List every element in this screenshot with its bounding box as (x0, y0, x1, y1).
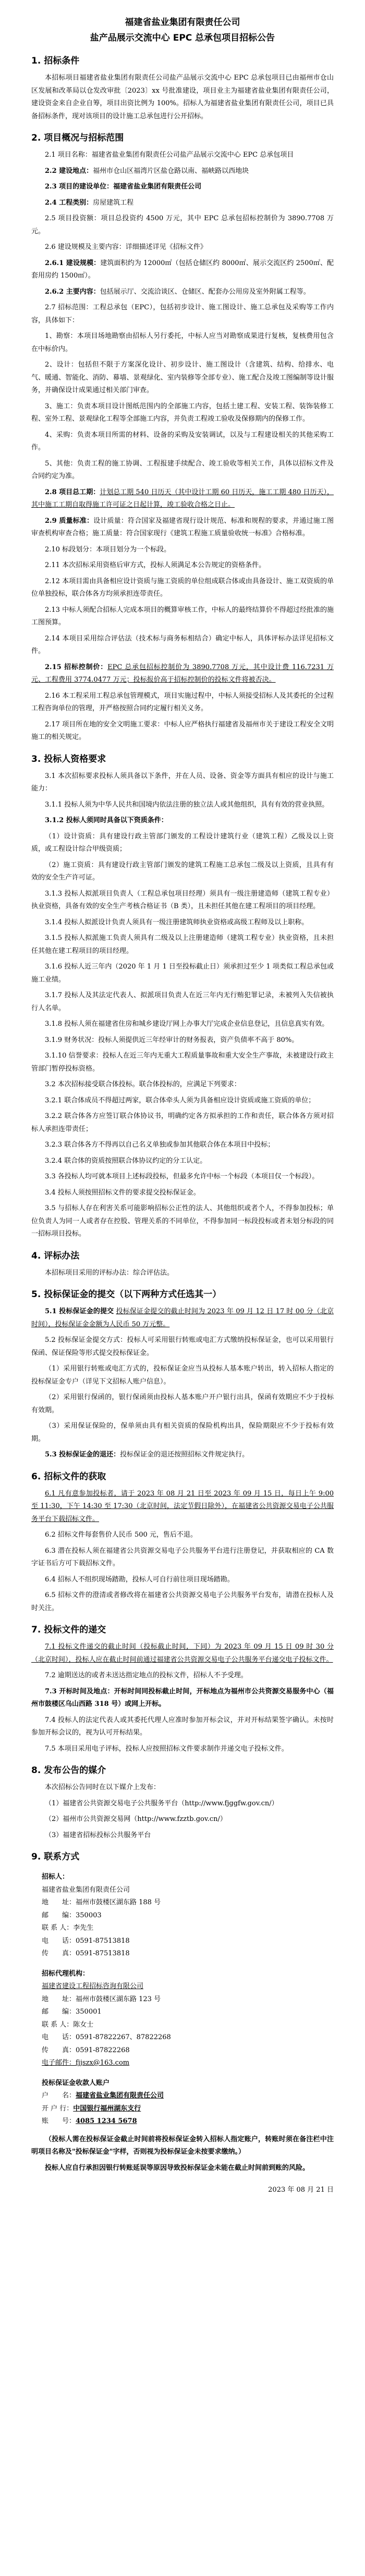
tenderer-zip: 邮 编：350003 (42, 1911, 102, 1919)
media-item[interactable]: （2）福州市公共资源交易网（http://www.fzztb.gov.cn/） (45, 1815, 227, 1823)
bank-open-row (42, 2103, 334, 2116)
deposit-method-transfer: （1）采用银行转账或电汇方式的，投标保证金应当从投标人基本账户转出，转入招标人指定的投标保证金专户（详见下文招标人账户信息）。 (31, 1365, 334, 1386)
scope-item-other: 5、其他：负责工程的施工协调、工程报建手续配合、竣工验收等相关工作，具体以招标文件及合同约定为准。 (31, 459, 334, 480)
bank-account-label: 投标保证金收款人账户 (42, 2079, 110, 2087)
duration-value: 计划总工期 540 日历天（其中设计工期 60 日历天，施工工期 480 日历天），其中施工工期自取得施工许可证之日起计算，竣工验收合格之日止。 (31, 488, 334, 509)
title-project: 盐产品展示交流中心 EPC 总承包项目招标公告 (90, 33, 275, 43)
location-value: 福州市仓山区福湾片区盐仓路以南、福峡路以西地块 (93, 167, 249, 175)
section-1-paragraph: 本招标项目福建省盐业集团有限责任公司盐产品展示交流中心 EPC 总承包项目已由福州市仓山区发展和改革局以仓发改审批〔2023〕xx 号批准建设，项目业主为福建省盐业集团有限责任公司，建设资金来自企业自筹，项目出资比例为 100%。招标人为福建省盐业集团有限责任公司，项目已具备招标条件，现对该项目的设计施工总承包进行公开招标。 (31, 74, 334, 120)
tenderer-address: 地 址：福州市鼓楼区湖东路 188 号 (42, 1899, 161, 1906)
document-title (31, 15, 334, 46)
agent-contact: 联 系 人：陈女士 (42, 2020, 94, 2029)
announcement-date: 2023 年 08 月 21 日 (268, 2186, 334, 2194)
qual-paragraph: 3.1.1 投标人须为中华人民共和国境内依法注册的独立法人或其他组织，具有有效的营业执照。 (45, 800, 329, 809)
section-8-heading: 8. 发布公告的媒介 (31, 1765, 106, 1776)
bank-name-value: 福建省盐业集团有限责任公司 (76, 2092, 164, 2100)
deposit-risk-notice: 投标人应自行承担因银行转账延误等原因导致投标保证金未能在截止时间前到账的风险。 (45, 2164, 310, 2172)
qual-paragraph: 3.1.10 信誉要求：投标人在近三年内无重大工程质量事故和重大安全生产事故，未被建设行政主管部门暂停投标资格。 (31, 1052, 334, 1073)
agent-label: 招标代理机构： (42, 1969, 90, 1978)
deposit-refund-line (31, 1449, 334, 1462)
tenderer-name: 福建省盐业集团有限责任公司 (42, 1886, 130, 1894)
section-3-heading: 3. 投标人资格要求 (31, 753, 106, 764)
agent-name: 福建省建设工程招标咨询有限公司 (42, 1982, 144, 1990)
section-9-heading: 9. 联系方式 (31, 1852, 80, 1862)
qual-paragraph: 3.1.6 投标人近三年内（2020 年 1 月 1 日至投标截止日）须承担过至少 1 项类似工程总承包或施工业绩。 (31, 963, 334, 984)
content-detail-line (31, 286, 334, 299)
deposit-notice: （投标人需在投标保证金截止时间前将投标保证金转入招标人指定账户，转账时须在备注栏中注明项目名称及"投标保证金"字样，否则视为投标保证金未按要求缴纳。） (31, 2135, 334, 2156)
deposit-submit-line (31, 1305, 334, 1331)
section-7-heading: 7. 投标文件的递交 (31, 1625, 106, 1635)
owner-value: 福建省盐业集团有限责任公司 (113, 183, 202, 191)
qual-paragraph: 3.1 本次招标要求投标人须具备以下条件，并在人员、设备、资金等方面具有相应的设计与施工能力： (31, 772, 334, 793)
scope-item-design: 2、设计：包括但不限于方案深化设计、初步设计、施工图设计（含建筑、结构、给排水、电气、暖通、智能化、消防、幕墙、景观绿化、室内装修等全部专业）、施工配合及竣工图编制等设计服务，并确保设计成果通过相关部门审查。 (31, 361, 334, 394)
media-intro-line: 本次招标公告同时在以下媒介上发布： (45, 1783, 161, 1791)
qual-paragraph: 3.2.4 联合体的资质按照联合体协议约定的分工认定。 (45, 1157, 207, 1165)
qual-paragraph: 3.1.7 投标人及其法定代表人、拟派项目负责人在近三年内无行贿犯罪记录，未被列入失信被执行人名单。 (31, 991, 334, 1012)
qual-paragraph: 3.1.4 投标人拟派设计负责人须具有一级注册建筑师执业资格或高级工程师及以上职称。 (45, 918, 309, 926)
location-label: 2.2 建设地点： (45, 167, 93, 175)
owner-label: 2.3 项目的建设单位： (45, 183, 114, 191)
section-1-heading: 1. 招标条件 (31, 56, 80, 66)
tenderer-label: 招标人： (42, 1873, 69, 1881)
qual-paragraph: 3.1.9 财务状况：投标人须提供近三年经审计的财务报表，资产负债率不高于 80%。 (45, 1036, 299, 1044)
content-value: 包括展示厅、交流洽谈区、仓储区、配套办公用房及室外附属工程等。 (100, 287, 310, 296)
scale-value: 建筑面积约为 12000㎡（包括仓储区约 8000㎡、展示交流区约 2500㎡、配套用房约 1500㎡）。 (31, 259, 334, 280)
bank-name-row (42, 2090, 334, 2103)
project-scale-line: 2.6 建设规模及主要内容：详细描述详见《招标文件》 (45, 243, 207, 251)
doc-price-line: 6.2 招标文件每套售价人民币 500 元，售后不退。 (45, 1531, 197, 1539)
type-label: 2.4 工程类别： (45, 198, 93, 207)
doc-site-visit-line: 6.4 招标人不组织现场踏勘，投标人可自行前往项目现场踏勘。 (45, 1575, 234, 1584)
bid-opening-line: 7.3 开标时间及地点：开标时间同投标截止时间，开标地点为福州市公共资源交易服务中心（福州市鼓楼区乌山西路 318 号）或网上开标。 (31, 1687, 334, 1708)
scale-label: 2.6.1 建设规模： (45, 259, 101, 267)
qual-paragraph: 3.1.3 投标人拟派项目负责人（工程总承包项目经理）须具有一级注册建造师（建筑工程专业）执业资格，具备有效的安全生产考核合格证书（B 类），且未担任其他在建工程项目的项目经理。 (31, 889, 334, 910)
evaluation-method-line: 本招标项目采用的评标办法：综合评估法。 (45, 1268, 174, 1277)
project-type-line (31, 197, 334, 210)
qual-paragraph: 3.1.2 投标人须同时具备以下资质条件： (45, 816, 168, 824)
agent-email[interactable]: 电子邮件：fjjszx@163.com (42, 2059, 130, 2067)
lot-division-line: 2.10 标段划分：本项目划分为一个标段。 (45, 545, 171, 554)
duration-line (31, 486, 334, 512)
scope-intro-line: 2.7 招标范围：工程总承包（EPC），包括初步设计、施工图设计、施工总承包及采购等工作内容，具体如下： (31, 304, 334, 324)
qualification-review-line: 2.11 本次招标采用资格后审方式，投标人须满足本公告规定的资格条件。 (45, 561, 266, 569)
bank-open-value: 中国银行福州湖东支行 (73, 2104, 141, 2113)
section-6-heading: 6. 招标文件的获取 (31, 1471, 106, 1482)
scale-detail-line (31, 257, 334, 283)
bank-name-label: 户 名： (42, 2092, 76, 2100)
scope-item-survey: 1、勘察：本项目场地勘察由招标人另行委托，中标人应当对勘察成果进行复核，复核费用包含在中标价内。 (31, 332, 334, 353)
bank-account-row (42, 2115, 334, 2128)
joint-bid-line: 2.12 本项目需由具备相应设计资质与施工资质的单位组成联合体或由具备设计、施工双资质的单位单独投标，联合体各方均须承担连带责任。 (31, 577, 334, 598)
agent-phone: 电 话：0591-87822267、87822268 (42, 2033, 171, 2041)
qual-paragraph: 3.2.2 联合体各方应签订联合体协议书，明确约定各方拟承担的工作和责任，联合体各方须对招标人承担连带责任； (31, 1112, 334, 1133)
agent-address: 地 址：福州市鼓楼区湖东路 123 号 (42, 1995, 161, 2003)
title-company: 福建省盐业集团有限责任公司 (125, 17, 240, 28)
qual-paragraph: 3.1.8 投标人须在福建省住房和城乡建设厅网上办事大厅完成企业信息登记，且信息真实有效。 (45, 1020, 329, 1028)
scope-item-construction: 3、施工：负责本项目设计图纸范围内的全部施工内容，包括土建工程、安装工程、装饰装修工程、室外工程、景观绿化工程等全部施工内容，并负责工程竣工验收及保修期内的保修工作。 (31, 402, 334, 423)
control-price-label: 2.15 招标控制价： (45, 663, 108, 671)
control-price-value: EPC 总承包招标控制价为 3890.7708 万元，其中设计费 116.7231 万元、工程费用 3774.0477 万元；投标报价高于招标控制价的投标文件将被否决。 (31, 663, 334, 684)
agent-zip: 邮 编：350001 (42, 2008, 102, 2016)
section-2-heading: 2. 项目概况与招标范围 (31, 133, 124, 143)
section-4-heading: 4. 评标办法 (31, 1250, 80, 1261)
deposit-method-guarantee: （2）采用银行保函的，银行保函须由投标人基本账户开户银行出具，保函有效期应不少于投标有效期。 (31, 1393, 334, 1414)
deposit-submit-value: 投标保证金提交的截止时间为 2023 年 09 月 12 日 17 时 00 分（北京时间），投标保证金金额为人民币 50 万元整。 (31, 1308, 334, 1328)
project-name-line: 2.1 项目名称：福建省盐业集团有限责任公司盐产品展示交流中心 EPC 总承包项目 (45, 151, 294, 159)
qual-paragraph: 3.2 本次招标接受联合体投标。联合体投标的，应满足下列要求： (45, 1080, 241, 1088)
contact-block (42, 1871, 334, 2128)
deposit-refund-label: 5.3 投标保证金的退还： (45, 1451, 120, 1459)
type-value: 房屋建筑工程 (93, 198, 134, 207)
section-5-heading: 5. 投标保证金的提交（以下两种方式任选其一） (31, 1289, 222, 1300)
doc-ca-line: 6.3 潜在投标人须在福建省公共资源交易电子公共服务平台进行注册登记，并获取相应的 CA 数字证书后方可下载招标文件。 (31, 1547, 334, 1567)
media-item[interactable]: （1）福建省公共资源交易电子公共服务平台（http://www.fjggfw.gov.cn/） (45, 1799, 278, 1807)
quality-value: 设计质量：符合国家及福建省现行设计规范、标准和规程的要求，并通过施工图审查机构审查合格；施工质量：符合国家现行《建筑工程施工质量验收统一标准》合格标准。 (31, 517, 334, 537)
control-price-line (31, 661, 334, 687)
qual-paragraph: 3.3 各投标人均可就本项目上述标段投标，但最多允许中标一个标段（本项目仅一个标段）。 (45, 1173, 319, 1180)
scope-item-procurement: 4、采购：负责本项目所需的材料、设备的采购及安装调试，以及与工程建设相关的其他采购工作。 (31, 431, 334, 451)
agent-fax: 传 真：0591-87822268 (42, 2046, 130, 2054)
bid-attend-line: 7.4 投标人的法定代表人或其委托代理人应准时参加开标会议，并对开标结果签字确认。未按时参加开标会议的，视为认可开标结果。 (31, 1716, 334, 1737)
project-investment-line: 2.5 项目投资额：项目总投资约 4500 万元，其中 EPC 总承包招标控制价为 3890.7708 万元。 (31, 215, 334, 235)
qual-paragraph: 3.2.1 联合体成员不得超过两家，联合体牵头人须为具备相应设计资质或施工资质的单位； (45, 1096, 315, 1104)
tenderer-fax: 传 真：0591-87513818 (42, 1950, 130, 1957)
budget-review-line: 2.13 中标人须配合招标人完成本项目的概算审核工作，中标人的最终结算价不得超过经批准的施工图预算。 (31, 606, 334, 626)
bank-open-label: 开 户 行： (42, 2104, 74, 2113)
management-line: 2.16 本工程采用工程总承包管理模式，项目实施过程中，中标人须接受招标人及其委托的全过程工程咨询单位的管理，并严格按照合同约定履行相关义务。 (31, 692, 334, 712)
qual-paragraph: 3.2.3 联合体各方不得再以自己名义单独或参加其他联合体在本项目中投标； (45, 1141, 275, 1149)
qual-paragraph: 3.4 投标人须按照招标文件的要求提交投标保证金。 (45, 1188, 200, 1197)
qual-paragraph: （2）施工资质：具有建设行政主管部门颁发的建筑工程施工总承包二级及以上资质，且具有有效的安全生产许可证。 (31, 861, 334, 882)
content-label: 2.6.2 主要内容： (45, 287, 100, 296)
deposit-method-line: 5.2 投标保证金提交方式：投标人可采用银行转账或电汇方式缴纳投标保证金，也可以采用银行保函、保证保险等形式提交投标保证金。 (31, 1336, 334, 1357)
doc-clarify-line: 6.5 招标文件的澄清或者修改将在福建省公共资源交易电子公共服务平台发布，请潜在投标人及时关注。 (31, 1591, 334, 1612)
tenderer-phone: 电 话：0591-87513818 (42, 1937, 130, 1945)
qual-paragraph: （1）设计资质：具有建设行政主管部门颁发的工程设计建筑行业（建筑工程）乙级及以上资质，或工程设计综合甲级资质； (31, 832, 334, 853)
deposit-method-insurance: （3）采用保证保险的，保单须由具有相关资质的保险机构出具，保险期限应不少于投标有效期。 (31, 1422, 334, 1443)
qual-paragraph: 3.5 与招标人存在利害关系可能影响招标公正性的法人、其他组织或者个人，不得参加投标；单位负责人为同一人或者存在控股、管理关系的不同单位，不得参加同一标段投标或者未划分标段的同一招标项目投标。 (31, 1204, 334, 1238)
deposit-refund-value: 投标保证金的退还按照招标文件规定执行。 (120, 1451, 249, 1459)
evaluation-line: 2.14 本项目采用综合评估法（技术标与商务标相结合）确定中标人，具体评标办法详见招标文件。 (31, 634, 334, 655)
doc-obtain-line: 6.1 凡有意参加投标者，请于 2023 年 08 月 21 日至 2023 年 09 月 15 日，每日上午 9:00 至 11:30，下午 14:30 至 17:30（北京时间，法定节假日除外），在福建省公共资源交易电子公共服务平台下载招标文件。 (31, 1489, 334, 1523)
project-location-line (31, 165, 334, 178)
bid-electronic-line: 7.5 本项目采用电子评标，投标人应按照招标文件要求制作并递交电子投标文件。 (45, 1744, 288, 1753)
quality-label: 2.9 质量标准： (45, 517, 94, 525)
bank-account-number-value: 4085 1234 5678 (76, 2117, 137, 2125)
quality-line (31, 515, 334, 541)
safety-line: 2.17 项目所在地的安全文明施工要求：中标人应严格执行福建省及福州市关于建设工程安全文明施工的相关规定。 (31, 720, 334, 741)
tenderer-contact: 联 系 人：李先生 (42, 1924, 94, 1932)
media-item: （3）福建省招标投标公共服务平台 (45, 1831, 151, 1839)
deposit-submit-label: 5.1 投标保证金的提交 (45, 1308, 114, 1315)
duration-label: 2.8 项目总工期： (45, 488, 100, 496)
bid-late-line: 7.2 逾期送达的或者未送达指定地点的投标文件，招标人不予受理。 (45, 1672, 248, 1679)
project-owner-line (31, 181, 334, 194)
bid-submit-line: 7.1 投标文件递交的截止时间（投标截止时间，下同）为 2023 年 09 月 15 日 09 时 30 分（北京时间），投标人应在截止时间前通过福建省公共资源交易电子公共服务平台递交电子投标文件。 (31, 1643, 334, 1664)
qual-paragraph: 3.1.5 投标人拟派施工负责人须具有二级及以上注册建造师（建筑工程专业）执业资格，且未担任其他在建工程项目的项目经理。 (31, 934, 334, 955)
bank-account-number-label: 账 号： (42, 2117, 76, 2125)
